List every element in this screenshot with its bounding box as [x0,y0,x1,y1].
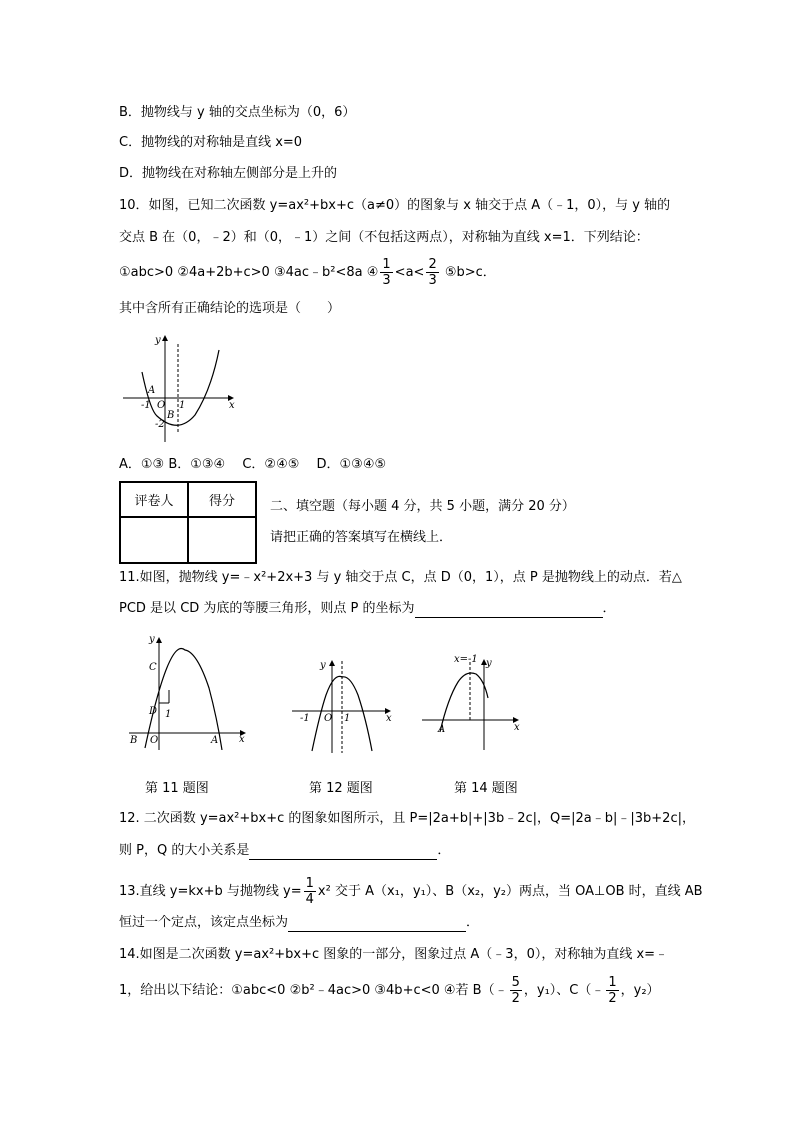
q14-line2-a: 1，给出以下结论：①abc<0 ②b²﹣4ac>0 ③4b+c<0 ④若 B（﹣ [119,983,508,998]
fraction-numerator: 2 [428,257,437,272]
answer-blank-q13[interactable] [288,915,466,932]
point-c-label: C [149,662,157,673]
point-a-label: A [438,724,446,735]
option-b-text: B．抛物线与 y 轴的交点坐标为（0，6） [119,105,356,120]
q10-line3 [119,257,496,288]
q12-line2-text: 则 P，Q 的大小关系是 [119,843,250,858]
q13-line2 [119,915,479,932]
option-d-text: D．抛物线在对称轴左侧部分是上升的 [119,166,338,181]
q11-graph [125,628,255,750]
fraction-one-half [606,975,618,1006]
caption-fig12: 第 12 题图 [309,781,373,796]
tick-one: 1 [344,713,351,724]
q12-line1: 12. 二次函数 y=ax²+bx+c 的图象如图所示，且 P=|2a+b|+|3b﹣2c|，Q=|2a﹣b|﹣|3b+2c|， [119,811,695,826]
tick-one: 1 [165,709,172,720]
origin-label: O [157,400,166,411]
q11-line2 [119,601,616,618]
answer-blank-q11[interactable] [415,601,603,618]
parabola-curve [440,673,488,732]
q13-period: ． [466,915,480,930]
q14-line2-c: ，y₂） [620,983,660,998]
fraction-numerator: 5 [511,975,520,990]
answer-blank-q12[interactable] [249,843,437,860]
tick-minus-one: -1 [300,713,310,724]
point-b-label: B [130,735,138,746]
fraction-one-fourth [304,876,316,907]
point-a-label: A [148,385,156,396]
q11-line1: 11.如图，抛物线 y=﹣x²+2x+3 与 y 轴交于点 C，点 D（0，1），点 P 是抛物线上的动点．若△ [119,570,682,585]
fraction-denominator: 4 [305,892,314,907]
q14-line2 [119,975,660,1006]
fraction-numerator: 1 [608,975,617,990]
tick-minus-one: -1 [141,400,151,411]
q13-line1 [119,876,703,907]
q14-line2-b: ，y₁）、C（﹣ [523,983,605,998]
q10-line4: 其中含所有正确结论的选项是（ ） [119,301,341,316]
q12-period: ． [437,843,451,858]
q14-line1: 14.如图是二次函数 y=ax²+bx+c 图象的一部分，图象过点 A（﹣3，0），对称轴为直线 x=﹣ [119,947,669,962]
score-header: 得分 [188,482,256,517]
x-label: x [239,734,245,745]
y-label: y [486,658,492,669]
point-b-label: B [167,410,175,421]
q11-line2-text: PCD 是以 CD 为底的等腰三角形，则点 P 的坐标为 [119,601,415,616]
q13-line1-a: 13.直线 y=kx+b 与抛物线 y= [119,884,302,899]
fraction-one-third [380,257,392,288]
grader-cell[interactable] [120,517,188,563]
q10-conclusions-b: <a< [394,265,425,280]
y-label: y [155,335,161,346]
fraction-denominator: 3 [382,273,391,288]
score-table [119,481,257,564]
point-a-label: A [211,735,219,746]
q13-line2-text: 恒过一个定点，该定点坐标为 [119,915,289,930]
fraction-denominator: 2 [511,991,520,1006]
point-d-label: D [149,706,158,717]
score-cell[interactable] [188,517,256,563]
section-instruction: 请把正确的答案填写在横线上． [270,530,453,545]
caption-fig11: 第 11 题图 [145,781,209,796]
fraction-numerator: 1 [382,257,391,272]
fraction-denominator: 2 [608,991,617,1006]
fraction-numerator: 1 [305,876,314,891]
fraction-denominator: 3 [428,273,437,288]
fraction-two-thirds [426,257,438,288]
fraction-five-halves [510,975,522,1006]
symmetry-axis-label: x=-1 [454,654,478,665]
q12-graph [290,655,400,755]
section-title: 二、填空题（每小题 4 分，共 5 小题，满分 20 分） [270,499,575,514]
option-c-text: C．抛物线的对称轴是直线 x=0 [119,135,303,150]
q10-graph [115,330,245,448]
tick-minus-two: -2 [155,419,165,430]
grader-header: 评卷人 [120,482,188,517]
tick-one: 1 [179,400,186,411]
q10-line1: 10．如图，已知二次函数 y=ax²+bx+c（a≠0）的图象与 x 轴交于点 A（﹣1，0），与 y 轴的 [119,198,671,213]
origin-label: O [324,713,333,724]
q14-graph [420,650,530,752]
q10-conclusions-a: ①abc>0 ②4a+2b+c>0 ③4ac﹣b²<8a ④ [119,265,379,280]
caption-fig14: 第 14 题图 [454,781,518,796]
y-label: y [149,634,155,645]
q10-line2: 交点 B 在（0，﹣2）和（0，﹣1）之间（不包括这两点），对称轴为直线 x=1．下列结论： [119,230,649,245]
x-label: x [514,722,520,733]
q11-period: ． [602,601,616,616]
y-label: y [320,660,326,671]
q13-line1-b: x² 交于 A（x₁，y₁）、B（x₂，y₂）两点，当 OA⊥OB 时，直线 AB [317,884,703,899]
q12-line2 [119,843,450,860]
origin-label: O [150,735,159,746]
x-label: x [229,400,235,411]
x-label: x [386,713,392,724]
q10-conclusions-c: ⑤b>c． [440,265,496,280]
q10-choices: A．①③ B．①③④ C．②④⑤ D．①③④⑤ [119,457,387,472]
